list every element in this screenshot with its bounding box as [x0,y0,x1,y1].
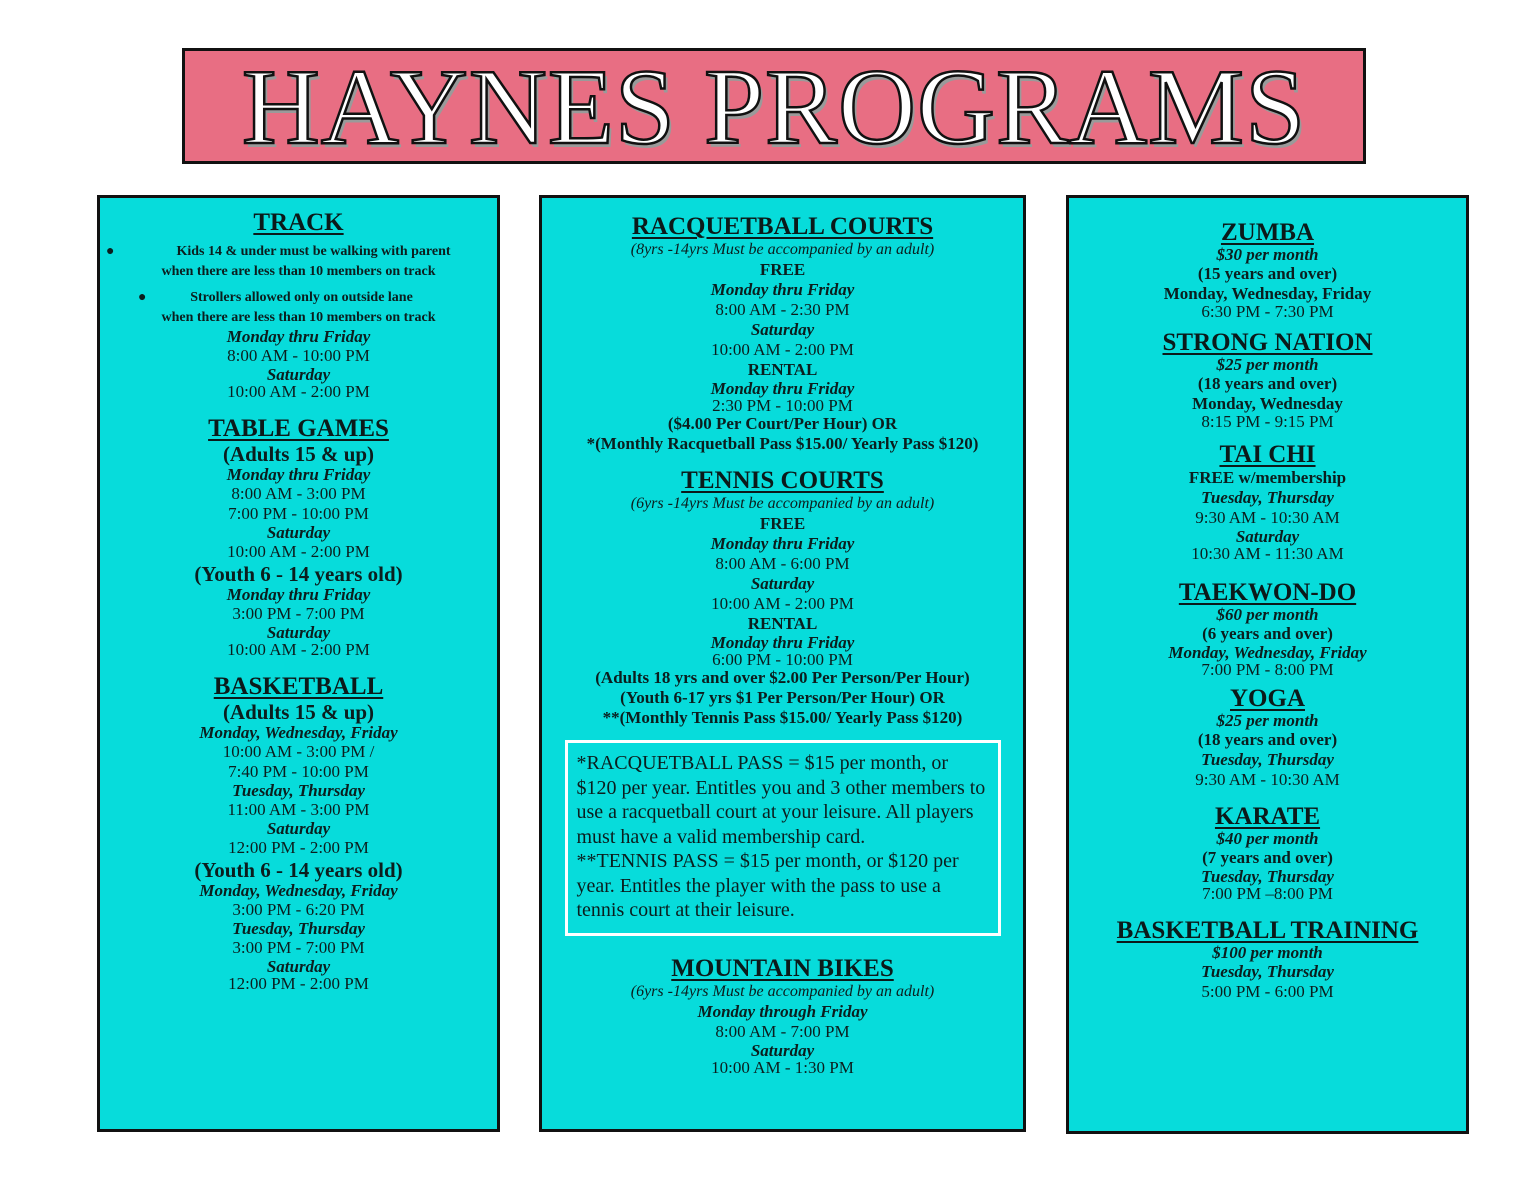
section-heading: MOUNTAIN BIKES [671,954,894,982]
section-heading: YOGA [1230,685,1305,712]
section-heading: STRONG NATION [1162,329,1373,356]
section-heading: TAEKWON-DO [1178,579,1357,606]
section-strong-nation: STRONG NATION $25 per month (18 years and over) Monday, Wednesday 8:15 PM - 9:15 PM [1069,330,1466,430]
racquetball-pass-text: *RACQUETBALL PASS = $15 per month, or $120 per year. Entitles you and 3 other members to use a racquetball court at your leisure. All players must have a valid membership card. [576,752,986,848]
section-basketball: BASKETBALL (Adults 15 & up) Monday, Wednesday, Friday 10:00 AM - 3:00 PM / 7:40 PM - 10:00 PM Tuesday, Thursday 11:00 AM - 3:00 PM Saturday 12:00 PM - 2:00 PM (Youth 6 - 14 years old) Monday, Wednesday, Friday 3:00 PM - 6:20 PM Tuesday, Thursday 3:00 PM - 7:00 PM Saturday 12:00 PM - 2:00 PM [100,674,497,992]
section-heading: RACQUETBALL COURTS [631,213,934,240]
section-heading: TAI CHI [1219,441,1316,468]
section-zumba: ZUMBA $30 per month (15 years and over) Monday, Wednesday, Friday 6:30 PM - 7:30 PM [1069,198,1466,320]
section-heading: TENNIS COURTS [681,467,884,494]
bullet-icon: ● [138,290,147,305]
column-right [1066,195,1469,1134]
section-taekwon-do: TAEKWON-DO $60 per month (6 years and over) Monday, Wednesday, Friday 7:00 PM - 8:00 PM [1069,580,1466,678]
section-track: TRACK ● Kids 14 & under must be walking with parent when there are less than 10 members on track ● Strollers allowed only on outside lane when there are less than 10 members on track Monday thru Friday 8:00 AM - 10:00 PM Saturday 10:00 AM - 2:00 PM [100,198,497,400]
page-title: HAYNES PROGRAMS [241,48,1307,167]
column-left [97,195,500,1132]
column-middle [539,195,1026,1132]
section-mountain-bikes: MOUNTAIN BIKES (6yrs -14yrs Must be accompanied by an adult) Monday through Friday 8:00 AM - 7:00 PM Saturday 10:00 AM - 1:30 PM [542,956,1023,1076]
section-racquetball: RACQUETBALL COURTS (8yrs -14yrs Must be accompanied by an adult) FREE Monday thru Friday 8:00 AM - 2:30 PM Saturday 10:00 AM - 2:00 PM RENTAL Monday thru Friday 2:30 PM - 10:00 PM ($4.00 Per Court/Per Hour) OR *(Monthly Racquetball Pass $15.00/ Yearly Pass $120) [542,198,1023,454]
section-heading: ZUMBA [1220,219,1315,246]
section-table-games: TABLE GAMES (Adults 15 & up) Monday thru Friday 8:00 AM - 3:00 PM 7:00 PM - 10:00 PM Saturday 10:00 AM - 2:00 PM (Youth 6 - 14 years old) Monday thru Friday 3:00 PM - 7:00 PM Saturday 10:00 AM - 2:00 PM [100,416,497,658]
section-heading: BASKETBALL TRAINING [1116,917,1419,944]
bullet-icon: ● [106,244,115,259]
tennis-pass-text: **TENNIS PASS = $15 per month, or $120 per year. Entitles the player with the pass to use a tennis court at their leisure. [576,850,959,921]
section-karate: KARATE $40 per month (7 years and over) Tuesday, Thursday 7:00 PM –8:00 PM [1069,804,1466,902]
section-tennis: TENNIS COURTS (6yrs -14yrs Must be accompanied by an adult) FREE Monday thru Friday 8:00 AM - 6:00 PM Saturday 10:00 AM - 2:00 PM RENTAL Monday thru Friday 6:00 PM - 10:00 PM (Adults 18 yrs and over $2.00 Per Person/Per Hour) (Youth 6-17 yrs $1 Per Person/Per Hour) OR **(Monthly Tennis Pass $15.00/ Yearly Pass $120) [542,468,1023,728]
section-basketball-training: BASKETBALL TRAINING $100 per month Tuesday, Thursday 5:00 PM - 6:00 PM [1069,918,1466,1002]
section-yoga: YOGA $25 per month (18 years and over) Tuesday, Thursday 9:30 AM - 10:30 AM [1069,686,1466,790]
section-heading: KARATE [1214,803,1321,830]
title-banner [182,48,1366,167]
list-item: ● Kids 14 & under must be walking with parent when there are less than 10 members on track [106,244,451,279]
pass-info-box [565,740,1001,936]
section-heading: TRACK [253,209,344,236]
section-tai-chi: TAI CHI FREE w/membership Tuesday, Thursday 9:30 AM - 10:30 AM Saturday 10:30 AM - 11:30 AM [1069,442,1466,562]
section-heading: BASKETBALL [213,673,384,700]
list-item: ● Strollers allowed only on outside lane when there are less than 10 members on track [138,290,436,325]
section-heading: TABLE GAMES [208,415,389,442]
